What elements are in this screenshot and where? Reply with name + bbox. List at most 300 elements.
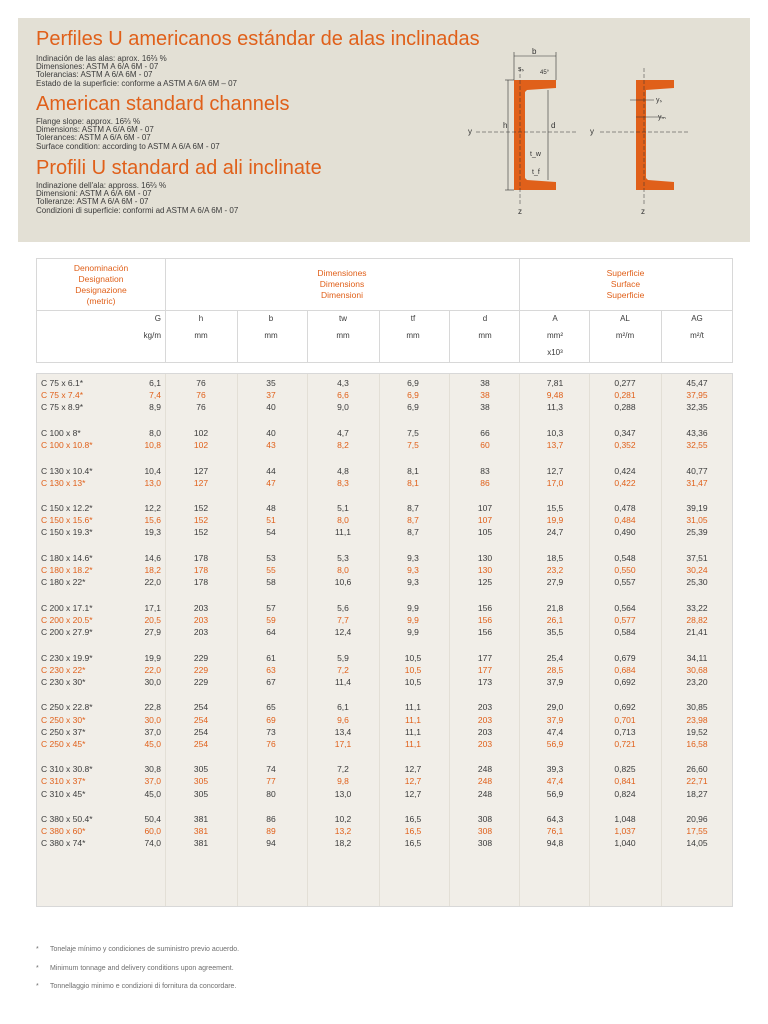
value-cell: 19,3 [144,527,161,538]
table-row [37,664,732,676]
value-cell: 45,0 [144,738,161,749]
footnote-text: Tonnellaggio minimo e condizioni di fornitura da concordare. [50,983,237,990]
value-cell: 254 [193,714,209,725]
column-unit: mm² [547,331,563,340]
value-cell: 76 [196,402,206,413]
value-cell: 156 [477,602,493,613]
value-cell: 7,5 [407,427,419,438]
value-cell: 77 [266,776,276,787]
value-cell: 22,0 [144,577,161,588]
value-cell: 6,9 [407,402,419,413]
value-cell: 11,3 [547,402,563,413]
value-cell: 12,2 [144,503,161,514]
table-row [37,738,732,750]
value-cell: 45,47 [686,378,708,388]
spec-line: Estado de la superficie: conforme a ASTM A 6/A 6M – 07 [36,78,237,88]
title-english: American standard channels [36,93,290,115]
column-unit: m²/t [690,331,704,340]
value-cell: 55 [266,565,276,576]
value-cell: 44 [266,465,276,476]
value-cell: 229 [193,664,209,675]
value-cell: 23,20 [686,676,708,687]
value-cell: 156 [477,627,493,637]
group-label: Superficie [606,290,645,300]
group-label: Dimensiones [317,268,367,278]
value-cell: 12,4 [334,627,352,637]
value-cell: 12,7 [404,776,422,787]
column-symbol: A [552,314,558,323]
table-row [37,701,732,713]
footnote-text: Tonelaje mínimo y condiciones de suministro previo acuerdo. [50,946,240,953]
value-cell: 76,1 [546,826,564,837]
table-row [37,502,732,514]
value-cell: 9,0 [337,402,349,413]
table-row [37,377,732,389]
value-cell: 17,1 [334,738,352,749]
value-cell: 37,9 [546,714,564,725]
spec-line: Tolerancias: ASTM A 6/A 6M - 07 [36,70,153,80]
value-cell: 0,564 [614,602,636,613]
value-cell: 9,3 [407,577,419,588]
value-cell: 248 [477,776,493,787]
designation-cell: C 250 x 45* [41,738,86,749]
value-cell: 305 [193,764,209,775]
value-cell: 94,8 [546,838,564,849]
value-cell: 4,7 [337,427,349,438]
value-cell: 64 [266,627,276,637]
value-cell: 102 [193,427,209,438]
value-cell: 10,4 [144,465,161,476]
value-cell: 60 [480,439,490,450]
value-cell: 8,2 [337,439,349,450]
spec-line: Tolerances: ASTM A 6/A 6M - 07 [36,133,151,143]
column-unit: m²/m [615,331,635,340]
value-cell: 6,9 [407,378,419,388]
value-cell: 22,71 [686,776,708,787]
label-y-left: y [468,127,472,136]
value-cell: 0,721 [614,738,636,749]
value-cell: 173 [477,676,493,687]
group-label: Surface [610,279,641,289]
group-label: Dimensioni [320,290,364,300]
value-cell: 0,701 [614,714,636,725]
designation-cell: C 150 x 19.3* [41,527,93,538]
table-row [37,652,732,664]
value-cell: 203 [193,614,209,625]
footnote-mark: * [36,965,39,972]
value-cell: 203 [477,702,493,713]
group-label: Designazione [75,285,127,295]
value-cell: 29,0 [546,702,564,713]
value-cell: 27,9 [144,627,161,637]
value-cell: 40 [266,402,276,413]
spec-line: Dimensions: ASTM A 6/A 6M - 07 [36,125,154,135]
value-cell: 10,8 [144,439,161,450]
value-cell: 8,1 [407,465,419,476]
value-cell: 17,55 [686,826,708,837]
value-cell: 14,6 [144,553,161,563]
designation-cell: C 380 x 50.4* [41,814,93,825]
value-cell: 10,2 [334,814,352,825]
value-cell: 37 [266,390,276,401]
value-cell: 9,48 [546,390,564,401]
column-divider [307,310,308,362]
value-cell: 381 [193,838,209,849]
designation-cell: C 150 x 12.2* [41,503,93,514]
value-cell: 33,22 [686,602,708,613]
value-cell: 8,7 [407,527,419,538]
value-cell: 7,2 [337,764,349,775]
value-cell: 12,7 [546,465,564,476]
label-tf: t_f [532,169,540,176]
table-row [37,602,732,614]
value-cell: 177 [477,652,493,663]
table-row [37,514,732,526]
channel-profile-diagram [448,28,708,218]
value-cell: 8,9 [149,402,161,413]
group-label: Designation [78,274,124,284]
row-divider [37,310,732,311]
group-label: Denominación [73,263,129,273]
value-cell: 24,7 [546,527,564,538]
value-cell: 20,96 [686,814,708,825]
spec-line: Surface condition: according to ASTM A 6/A 6M - 07 [36,141,220,151]
value-cell: 0,422 [614,477,636,488]
label-ys: yₛ [656,97,663,104]
table-row [37,614,732,626]
value-cell: 32,55 [686,439,708,450]
title-spanish: Perfiles U americanos estándar de alas inclinadas [36,28,480,50]
value-cell: 203 [477,714,493,725]
value-cell: 34,11 [686,652,708,663]
value-cell: 5,6 [337,602,349,613]
value-cell: 25,30 [686,577,708,588]
value-cell: 58 [266,577,276,588]
value-cell: 38 [480,390,490,401]
value-cell: 11,1 [405,702,421,713]
designation-cell: C 100 x 10.8* [41,439,93,450]
spec-english [36,118,220,151]
value-cell: 43,36 [686,427,708,438]
designation-cell: C 250 x 22.8* [41,702,93,713]
value-cell: 8,0 [337,515,349,526]
column-unit: mm [478,331,492,340]
table-row [37,788,732,800]
value-cell: 7,5 [407,439,419,450]
column-symbol: AG [691,314,703,323]
value-cell: 40 [266,427,276,438]
value-cell: 11,1 [405,714,421,725]
column-divider [661,310,662,362]
value-cell: 254 [193,702,209,713]
value-cell: 32,35 [686,402,708,413]
value-cell: 38 [480,402,490,413]
label-ss: sₛ [518,66,525,73]
value-cell: 177 [477,664,493,675]
value-cell: 4,8 [337,465,349,476]
spec-line: Indinación de las alas: aprox. 16⅔ % [36,54,167,63]
value-cell: 19,9 [144,652,161,663]
value-cell: 130 [477,553,493,563]
value-cell: 13,0 [144,477,161,488]
column-symbol: AL [620,314,630,323]
table-row [37,763,732,775]
footnote-mark: * [36,946,39,953]
value-cell: 64,3 [546,814,564,825]
value-cell: 63 [266,664,276,675]
table-row [37,576,732,588]
value-cell: 76 [196,378,206,388]
designation-cell: C 250 x 37* [41,726,86,737]
value-cell: 15,6 [144,515,161,526]
value-cell: 152 [193,527,209,538]
value-cell: 23,98 [686,714,708,725]
value-cell: 9,9 [407,602,419,613]
value-cell: 16,58 [686,738,708,749]
value-cell: 10,6 [334,577,352,588]
value-cell: 9,8 [337,776,349,787]
value-cell: 1,048 [614,814,636,825]
value-cell: 127 [193,477,209,488]
designation-cell: C 100 x 8* [41,427,81,438]
column-unit: mm [336,331,350,340]
designation-cell: C 200 x 27.9* [41,627,93,637]
label-h: h [503,121,508,130]
value-cell: 30,24 [686,565,708,576]
group-label: (metric) [86,296,116,306]
value-cell: 305 [193,788,209,799]
value-cell: 0,577 [614,614,636,625]
value-cell: 12,7 [404,788,422,799]
value-cell: 6,9 [407,390,419,401]
value-cell: 125 [477,577,493,588]
value-cell: 0,548 [614,553,636,563]
value-cell: 0,424 [614,465,636,476]
designation-cell: C 230 x 30* [41,676,86,687]
group-label: Dimensions [319,279,365,289]
table-row [37,825,732,837]
table-row [37,813,732,825]
column-symbol: tf [410,314,416,323]
value-cell: 35,5 [546,627,564,637]
value-cell: 105 [477,527,493,538]
value-cell: 13,7 [546,439,564,450]
value-cell: 0,584 [614,627,636,637]
value-cell: 7,4 [149,390,161,401]
title-italian: Profili U standard ad ali inclinate [36,157,322,179]
value-cell: 65 [266,702,276,713]
value-cell: 28,82 [686,614,708,625]
value-cell: 0,692 [614,676,636,687]
value-cell: 40,77 [686,465,708,476]
value-cell: 37,95 [686,390,708,401]
value-cell: 9,6 [337,714,349,725]
column-unit: kg/m [143,331,161,340]
value-cell: 18,27 [686,788,708,799]
value-cell: 0,679 [614,652,636,663]
designation-cell: C 200 x 17.1* [41,602,93,613]
table-row [37,775,732,787]
value-cell: 6,1 [337,702,349,713]
value-cell: 37,0 [144,726,161,737]
value-cell: 25,4 [546,652,564,663]
value-cell: 66 [480,427,490,438]
value-cell: 30,0 [144,676,161,687]
value-cell: 18,2 [334,838,352,849]
value-cell: 86 [480,477,490,488]
footnote-spanish [36,946,239,953]
value-cell: 1,037 [614,826,636,837]
value-cell: 30,8 [144,764,161,775]
value-cell: 73 [266,726,276,737]
table-row [37,526,732,538]
label-tw: t_w [530,151,541,158]
value-cell: 0,713 [614,726,636,737]
value-cell: 59 [266,614,276,625]
value-cell: 74,0 [144,838,161,849]
table-header [36,258,733,363]
value-cell: 26,1 [546,614,564,625]
value-cell: 381 [193,814,209,825]
spec-line: Dimensiones: ASTM A 6/A 6M - 07 [36,62,159,72]
value-cell: 21,8 [546,602,564,613]
value-cell: 254 [193,738,209,749]
column-divider [449,310,450,362]
designation-cell: C 180 x 14.6* [41,553,93,563]
table-row [37,477,732,489]
value-cell: 53 [266,553,276,563]
value-cell: 0,288 [614,402,636,413]
designation-cell: C 130 x 13* [41,477,86,488]
value-cell: 8,1 [407,477,419,488]
value-cell: 0,825 [614,764,636,775]
column-divider [379,310,380,362]
value-cell: 67 [266,676,276,687]
spec-line: Dimensioni: ASTM A 6/A 6M - 07 [36,189,152,199]
value-cell: 254 [193,726,209,737]
designation-cell: C 75 x 7.4* [41,390,84,401]
value-cell: 86 [266,814,276,825]
label-b: b [532,47,537,56]
value-cell: 26,60 [686,764,708,775]
value-cell: 94 [266,838,276,849]
designation-cell: C 180 x 18.2* [41,565,93,576]
value-cell: 39,3 [546,764,564,775]
value-cell: 248 [477,764,493,775]
value-cell: 305 [193,776,209,787]
label-d: d [551,121,556,130]
column-symbol: G [154,314,161,323]
value-cell: 51 [266,515,276,526]
designation-cell: C 230 x 22* [41,664,86,675]
label-y-right: y [590,127,594,136]
value-cell: 74 [266,764,276,775]
value-cell: 203 [193,602,209,613]
value-cell: 16,5 [404,838,422,849]
table-row [37,401,732,413]
column-unit: mm [264,331,278,340]
value-cell: 19,52 [686,726,708,737]
value-cell: 4,3 [337,378,349,388]
column-divider [237,310,238,362]
table-row [37,427,732,439]
footnote-italian [36,983,236,990]
value-cell: 56,9 [546,788,564,799]
group-designation [37,263,165,307]
value-cell: 31,05 [686,515,708,526]
value-cell: 6,6 [337,390,349,401]
value-cell: 0,490 [614,527,636,538]
value-cell: 203 [193,627,209,637]
column-symbol: b [268,314,274,323]
label-z-left: z [518,207,522,216]
value-cell: 18,2 [144,565,161,576]
value-cell: 0,692 [614,702,636,713]
value-cell: 30,68 [686,664,708,675]
designation-cell: C 380 x 74* [41,838,86,849]
value-cell: 13,0 [334,788,352,799]
column-divider [589,310,590,362]
table-row [37,465,732,477]
spec-line: Indinazione dell'ala: appross. 16⅔ % [36,181,167,190]
value-cell: 17,0 [546,477,564,488]
value-cell: 38 [480,378,490,388]
value-cell: 152 [193,515,209,526]
value-cell: 31,47 [686,477,708,488]
value-cell: 10,5 [404,664,422,675]
value-cell: 21,41 [686,627,708,637]
value-cell: 89 [266,826,276,837]
value-cell: 57 [266,602,276,613]
label-z-right: z [641,207,645,216]
designation-cell: C 310 x 37* [41,776,86,787]
table-row [37,626,732,638]
value-cell: 203 [477,738,493,749]
value-cell: 6,1 [149,378,161,388]
value-cell: 19,9 [546,515,564,526]
designation-cell: C 180 x 22* [41,577,86,588]
table-row [37,726,732,738]
value-cell: 18,5 [546,553,564,563]
value-cell: 27,9 [546,577,564,588]
footnote-mark: * [36,983,39,990]
table-row [37,676,732,688]
value-cell: 35 [266,378,276,388]
table-row [37,552,732,564]
value-cell: 56,9 [546,738,564,749]
value-cell: 9,3 [407,565,419,576]
value-cell: 47,4 [546,726,564,737]
value-cell: 10,5 [404,652,422,663]
value-cell: 9,3 [407,553,419,563]
value-cell: 130 [477,565,493,576]
designation-cell: C 75 x 6.1* [41,378,84,388]
value-cell: 102 [193,439,209,450]
designation-cell: C 310 x 30.8* [41,764,93,775]
value-cell: 0,841 [614,776,636,787]
designation-cell: C 200 x 20.5* [41,614,93,625]
unit-multiplier: x10³ [547,348,563,357]
column-unit: mm [406,331,420,340]
column-unit: mm [194,331,208,340]
value-cell: 0,684 [614,664,636,675]
spec-spanish [36,55,237,88]
value-cell: 0,347 [614,427,636,438]
designation-cell: C 150 x 15.6* [41,515,93,526]
value-cell: 10,3 [546,427,564,438]
value-cell: 8,0 [149,427,161,438]
channel-profile-section [636,80,674,190]
